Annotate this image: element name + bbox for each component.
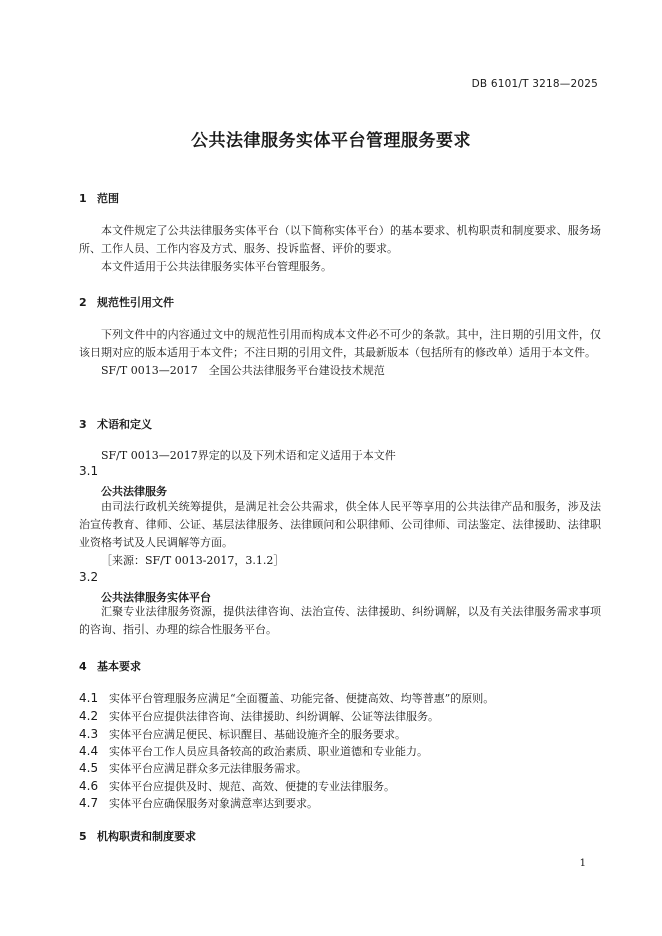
requirement-number: 4.6 — [79, 779, 99, 793]
requirement-item — [79, 795, 318, 811]
section-1-body — [79, 222, 601, 276]
section-title: 术语和定义 — [97, 418, 152, 431]
section-number: 3 — [79, 418, 87, 431]
section-2-heading — [79, 294, 174, 310]
requirement-item — [79, 708, 439, 724]
requirement-number: 4.5 — [79, 761, 99, 775]
requirement-number: 4.1 — [79, 691, 99, 705]
requirement-text: 实体平台应满足群众多元法律服务需求。 — [109, 762, 307, 775]
requirement-item — [79, 726, 406, 742]
section-title: 基本要求 — [97, 660, 141, 673]
requirement-item — [79, 778, 395, 794]
requirement-text: 实体平台应确保服务对象满意率达到要求。 — [109, 797, 318, 810]
section-title: 范围 — [97, 192, 119, 205]
term-definition — [79, 603, 601, 639]
paragraph: 由司法行政机关统筹提供，是满足社会公共需求，供全体人民平等享用的公共法律产品和服务，涉及法治宣传教育、律师、公证、基层法律服务、法律顾问和公职律师、公司律师、司法鉴定、法律援助、法律职业资格考试及人民调解等方面。 — [79, 500, 601, 549]
requirement-text: 实体平台应提供及时、规范、高效、便捷的专业法律服务。 — [109, 780, 395, 793]
section-number: 5 — [79, 830, 87, 843]
section-3-heading — [79, 416, 152, 432]
section-1-heading — [79, 190, 119, 206]
requirement-text: 实体平台工作人员应具备较高的政治素质、职业道德和专业能力。 — [109, 745, 428, 758]
paragraph: 汇聚专业法律服务资源，提供法律咨询、法治宣传、法律援助、纠纷调解，以及有关法律服务需求事项的咨询、指引、办理的综合性服务平台。 — [79, 605, 601, 636]
terms-intro: SF/T 0013—2017界定的以及下列术语和定义适用于本文件 — [101, 449, 396, 462]
term-name: 公共法律服务实体平台 — [101, 591, 211, 604]
term-definition — [79, 498, 601, 570]
section-title: 规范性引用文件 — [97, 296, 174, 309]
document-title: 公共法律服务实体平台管理服务要求 — [191, 131, 471, 151]
requirement-number: 4.7 — [79, 796, 99, 810]
section-2-body — [79, 326, 601, 380]
requirement-text: 实体平台管理服务应满足“全面覆盖、功能完备、便捷高效、均等普惠”的原则。 — [109, 692, 495, 705]
requirement-text: 实体平台应提供法律咨询、法律援助、纠纷调解、公证等法律服务。 — [109, 710, 439, 723]
paragraph: 下列文件中的内容通过文中的规范性引用而构成本文件必不可少的条款。其中，注日期的引用文件，仅该日期对应的版本适用于本文件；不注日期的引用文件，其最新版本（包括所有的修改单）适用于本文件。 — [79, 328, 601, 359]
paragraph: 本文件规定了公共法律服务实体平台（以下简称实体平台）的基本要求、机构职责和制度要求、服务场所、工作人员、工作内容及方式、服务、投诉监督、评价的要求。 — [79, 224, 601, 255]
term-number: 3.1 — [79, 464, 99, 478]
standard-number: DB 6101/T 3218—2025 — [471, 78, 598, 90]
page-number: 1 — [579, 858, 586, 869]
section-number: 4 — [79, 660, 87, 673]
term-name: 公共法律服务 — [101, 485, 167, 498]
paragraph: 本文件适用于公共法律服务实体平台管理服务。 — [101, 260, 332, 273]
normative-reference: SF/T 0013—2017 全国公共法律服务平台建设技术规范 — [101, 364, 385, 377]
requirement-number: 4.2 — [79, 709, 99, 723]
requirement-number: 4.3 — [79, 727, 99, 741]
section-4-heading — [79, 658, 141, 674]
requirement-item — [79, 760, 307, 776]
requirement-item — [79, 690, 494, 706]
term-number: 3.2 — [79, 570, 99, 584]
term-source: ［来源：SF/T 0013-2017，3.1.2］ — [101, 554, 285, 567]
section-title: 机构职责和制度要求 — [97, 830, 196, 843]
requirement-number: 4.4 — [79, 744, 99, 758]
requirement-text: 实体平台应满足便民、标识醒目、基础设施齐全的服务要求。 — [109, 728, 406, 741]
requirement-item — [79, 743, 428, 759]
section-5-heading — [79, 828, 196, 844]
section-number: 2 — [79, 296, 87, 309]
section-number: 1 — [79, 192, 87, 205]
